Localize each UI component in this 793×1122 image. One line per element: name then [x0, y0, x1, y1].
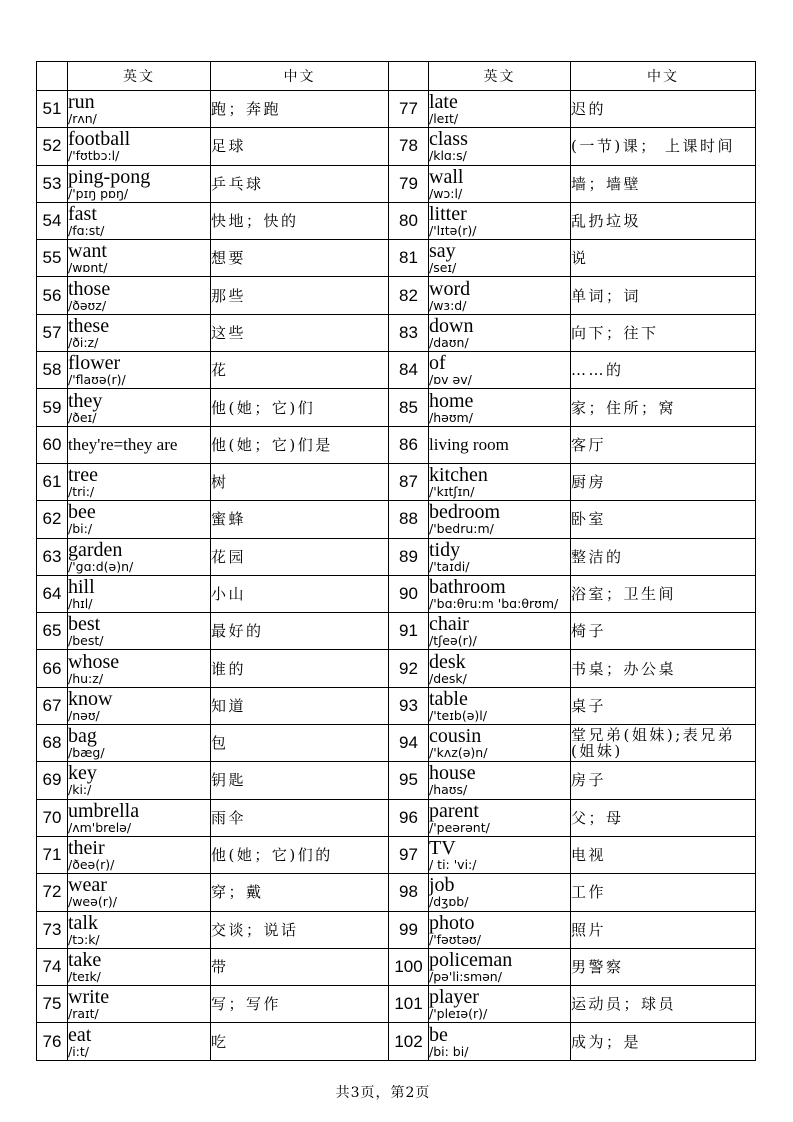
table-row — [37, 762, 756, 799]
english-word: bag — [68, 725, 97, 748]
chinese-cell: ……的 — [571, 352, 756, 389]
row-number: 72 — [37, 874, 68, 911]
phonetic: /dʒɒb/ — [429, 894, 469, 910]
chinese-cell: 父；母 — [571, 799, 756, 836]
phonetic: /ði:z/ — [68, 334, 99, 350]
phonetic: /hɪl/ — [68, 596, 93, 611]
chinese-cell: 写；写作 — [211, 986, 389, 1023]
english-word: run — [68, 91, 95, 114]
row-number: 69 — [37, 762, 68, 799]
phonetic: /ɒv əv/ — [429, 372, 472, 388]
english-word: cousin — [429, 725, 482, 748]
row-number: 78 — [389, 128, 429, 165]
english-word: wall — [429, 165, 464, 188]
phonetic: /ðeɪ/ — [68, 409, 97, 425]
row-number: 52 — [37, 128, 68, 165]
row-number: 64 — [37, 575, 68, 612]
english-word: hill — [68, 576, 95, 598]
header-chinese-right: 中文 — [571, 62, 756, 91]
english-cell — [68, 836, 211, 873]
english-word: photo — [429, 911, 475, 934]
chinese-cell: 乱扔垃圾 — [571, 202, 756, 239]
english-cell — [429, 501, 571, 538]
english-cell — [429, 613, 571, 650]
phonetic: /ðəʊz/ — [68, 297, 107, 313]
table-row — [37, 613, 756, 650]
english-word: bedroom — [429, 501, 501, 524]
english-word: whose — [68, 650, 120, 673]
row-number: 57 — [37, 314, 68, 351]
english-cell — [68, 650, 211, 687]
phonetic: /wɔ:l/ — [429, 185, 463, 201]
english-cell — [68, 389, 211, 426]
english-word: down — [429, 314, 474, 337]
english-word: tree — [68, 464, 98, 487]
english-cell — [429, 352, 571, 389]
chinese-cell: 包 — [211, 725, 389, 762]
row-number: 75 — [37, 986, 68, 1023]
english-cell — [68, 128, 211, 165]
english-word: word — [429, 277, 471, 300]
english-cell — [68, 762, 211, 799]
english-word: of — [429, 352, 446, 375]
english-cell — [429, 687, 571, 724]
english-word: ping-pong — [68, 165, 151, 188]
english-cell — [429, 762, 571, 799]
english-word: these — [68, 314, 110, 337]
table-row — [37, 650, 756, 687]
row-number: 67 — [37, 687, 68, 724]
row-number: 94 — [389, 725, 429, 762]
chinese-cell: 卧室 — [571, 501, 756, 538]
english-word: football — [68, 128, 131, 151]
english-word: those — [68, 277, 111, 300]
english-word: they — [68, 389, 103, 412]
phonetic: /həʊm/ — [429, 409, 473, 425]
row-number: 59 — [37, 389, 68, 426]
english-word: house — [429, 762, 476, 785]
table-row — [37, 687, 756, 724]
english-word: parent — [429, 799, 479, 822]
english-cell — [429, 725, 571, 762]
english-word: garden — [68, 538, 123, 561]
phonetic: /tɔ:k/ — [68, 931, 100, 947]
row-number: 91 — [389, 613, 429, 650]
phonetic: /'kɪtʃɪn/ — [429, 484, 475, 500]
chinese-cell: 钥匙 — [211, 762, 389, 799]
header-blank-left — [37, 62, 68, 91]
english-cell — [68, 799, 211, 836]
table-row — [37, 874, 756, 911]
phonetic: /rʌn/ — [68, 111, 97, 127]
english-cell — [68, 986, 211, 1023]
english-cell — [68, 352, 211, 389]
table-row — [37, 352, 756, 389]
row-number: 62 — [37, 501, 68, 538]
phonetic: /klɑ:s/ — [429, 148, 467, 164]
chinese-cell: 向下；往下 — [571, 314, 756, 351]
english-word: write — [68, 986, 110, 1009]
row-number: 80 — [389, 202, 429, 239]
chinese-cell: 说 — [571, 240, 756, 277]
english-word: tidy — [429, 538, 461, 561]
row-number: 55 — [37, 240, 68, 277]
row-number: 51 — [37, 91, 68, 128]
english-word: bee — [68, 501, 96, 524]
row-number: 77 — [389, 91, 429, 128]
row-number: 93 — [389, 687, 429, 724]
chinese-cell: 他(她；它)们是 — [211, 426, 389, 463]
english-cell — [429, 426, 571, 463]
english-cell — [429, 538, 571, 575]
row-number: 65 — [37, 613, 68, 650]
table-row — [37, 799, 756, 836]
english-cell — [68, 240, 211, 277]
english-word: eat — [68, 1023, 92, 1046]
row-number: 89 — [389, 538, 429, 575]
english-word: be — [429, 1023, 448, 1046]
english-word: talk — [68, 911, 98, 934]
row-number: 100 — [389, 948, 429, 985]
phonetic: /wɜ:d/ — [429, 297, 467, 313]
chinese-cell: 客厅 — [571, 426, 756, 463]
chinese-cell: 小山 — [211, 575, 389, 612]
row-number: 85 — [389, 389, 429, 426]
english-word: key — [68, 762, 97, 785]
chinese-cell: 花 — [211, 352, 389, 389]
english-cell — [68, 725, 211, 762]
chinese-cell: 吃 — [211, 1023, 389, 1060]
phonetic: / ti: 'vi:/ — [429, 857, 477, 873]
phonetic: /hu:z/ — [68, 670, 104, 686]
english-word: take — [68, 948, 102, 971]
chinese-cell: (一节)课； 上课时间 — [571, 128, 756, 165]
chinese-cell: 墙；墙壁 — [571, 165, 756, 202]
english-cell — [68, 911, 211, 948]
english-cell — [429, 165, 571, 202]
chinese-cell: 最好的 — [211, 613, 389, 650]
page-footer: 共3页，第2页 — [335, 1085, 431, 1101]
english-word: job — [429, 874, 455, 897]
header-blank-right — [389, 62, 429, 91]
chinese-cell: 运动员；球员 — [571, 986, 756, 1023]
phonetic: /bi: bi/ — [429, 1043, 469, 1059]
english-cell — [68, 91, 211, 128]
phonetic: /'bedru:m/ — [429, 521, 494, 537]
chinese-cell: 知道 — [211, 687, 389, 724]
english-cell — [429, 874, 571, 911]
english-cell — [68, 1023, 211, 1060]
phonetic: /teɪk/ — [68, 968, 101, 984]
phonetic: /bæg/ — [68, 745, 105, 761]
chinese-cell: 照片 — [571, 911, 756, 948]
header-chinese-left: 中文 — [211, 62, 389, 91]
english-cell — [68, 575, 211, 612]
english-cell — [429, 1023, 571, 1060]
chinese-cell: 快地；快的 — [211, 202, 389, 239]
english-cell — [429, 240, 571, 277]
chinese-cell: 他(她；它)们的 — [211, 836, 389, 873]
english-cell — [68, 426, 211, 463]
row-number: 95 — [389, 762, 429, 799]
table-row — [37, 240, 756, 277]
english-word: chair — [429, 613, 469, 636]
phonetic: /raɪt/ — [68, 1006, 99, 1022]
phonetic: /haʊs/ — [429, 782, 468, 798]
english-word: desk — [429, 650, 466, 673]
english-word: know — [68, 687, 113, 710]
english-word: litter — [429, 203, 467, 226]
phonetic: /leɪt/ — [429, 111, 459, 127]
chinese-cell: 交谈；说话 — [211, 911, 389, 948]
table-row — [37, 91, 756, 128]
english-word: bathroom — [429, 576, 506, 598]
table-row — [37, 575, 756, 612]
chinese-cell: 乒乓球 — [211, 165, 389, 202]
phonetic: /seɪ/ — [429, 260, 457, 276]
row-number: 76 — [37, 1023, 68, 1060]
chinese-cell: 谁的 — [211, 650, 389, 687]
vocab-table-body — [37, 91, 756, 1061]
english-cell — [68, 202, 211, 239]
row-number: 90 — [389, 575, 429, 612]
english-cell — [68, 613, 211, 650]
table-row — [37, 277, 756, 314]
phonetic: /'peərənt/ — [429, 819, 490, 835]
english-word: home — [429, 389, 474, 412]
row-number: 61 — [37, 463, 68, 500]
phonetic: /i:t/ — [68, 1043, 90, 1059]
english-word: wear — [68, 874, 107, 897]
phonetic: /'gɑ:d(ə)n/ — [68, 558, 134, 574]
english-word: policeman — [429, 948, 513, 971]
vocab-table — [36, 61, 756, 1061]
table-row — [37, 389, 756, 426]
row-number: 98 — [389, 874, 429, 911]
row-number: 79 — [389, 165, 429, 202]
table-row — [37, 128, 756, 165]
english-word: living room — [429, 434, 509, 454]
row-number: 68 — [37, 725, 68, 762]
row-number: 81 — [389, 240, 429, 277]
phonetic: /'lɪtə(r)/ — [429, 223, 477, 239]
row-number: 74 — [37, 948, 68, 985]
table-row — [37, 725, 756, 762]
phonetic: /nəʊ/ — [68, 707, 100, 723]
chinese-cell: 男警察 — [571, 948, 756, 985]
english-cell — [429, 911, 571, 948]
english-cell — [68, 874, 211, 911]
english-cell — [429, 463, 571, 500]
table-row — [37, 165, 756, 202]
phonetic: /'teɪb(ə)l/ — [429, 707, 487, 723]
english-cell — [68, 501, 211, 538]
phonetic: /pə'li:smən/ — [429, 968, 502, 984]
english-cell — [429, 128, 571, 165]
chinese-cell: 他(她；它)们 — [211, 389, 389, 426]
phonetic: /bi:/ — [68, 521, 93, 537]
chinese-cell: 厨房 — [571, 463, 756, 500]
chinese-cell: 椅子 — [571, 613, 756, 650]
table-row — [37, 538, 756, 575]
chinese-cell: 成为；是 — [571, 1023, 756, 1060]
row-number: 58 — [37, 352, 68, 389]
phonetic: /'bɑ:θru:m 'bɑ:θrʊm/ — [429, 596, 559, 611]
row-number: 66 — [37, 650, 68, 687]
english-cell — [429, 389, 571, 426]
english-cell — [68, 165, 211, 202]
phonetic: /'pɪŋ pɒŋ/ — [68, 185, 129, 201]
english-cell — [429, 202, 571, 239]
phonetic: /weə(r)/ — [68, 894, 117, 910]
chinese-cell: 单词；词 — [571, 277, 756, 314]
row-number: 102 — [389, 1023, 429, 1060]
phonetic: /ðeə(r)/ — [68, 857, 115, 873]
english-word: table — [429, 687, 468, 710]
chinese-cell: 那些 — [211, 277, 389, 314]
table-row — [37, 948, 756, 985]
english-cell — [429, 986, 571, 1023]
phonetic: /ʌm'brelə/ — [68, 819, 132, 835]
english-cell — [68, 538, 211, 575]
row-number: 53 — [37, 165, 68, 202]
english-cell — [429, 575, 571, 612]
chinese-cell: 穿；戴 — [211, 874, 389, 911]
english-word: they're=they are — [68, 434, 178, 454]
chinese-cell: 想要 — [211, 240, 389, 277]
chinese-cell: 足球 — [211, 128, 389, 165]
row-number: 56 — [37, 277, 68, 314]
table-row — [37, 202, 756, 239]
english-cell — [429, 650, 571, 687]
row-number: 97 — [389, 836, 429, 873]
row-number: 101 — [389, 986, 429, 1023]
chinese-cell: 跑；奔跑 — [211, 91, 389, 128]
chinese-cell: 家；住所；窝 — [571, 389, 756, 426]
row-number: 73 — [37, 911, 68, 948]
phonetic: /tri:/ — [68, 484, 95, 500]
english-cell — [429, 314, 571, 351]
phonetic: /fɑ:st/ — [68, 223, 105, 239]
table-row — [37, 836, 756, 873]
english-word: want — [68, 240, 107, 263]
english-word: kitchen — [429, 464, 488, 487]
english-cell — [68, 314, 211, 351]
english-cell — [429, 836, 571, 873]
chinese-cell: 桌子 — [571, 687, 756, 724]
row-number: 54 — [37, 202, 68, 239]
row-number: 96 — [389, 799, 429, 836]
phonetic: /desk/ — [429, 670, 467, 686]
row-number: 99 — [389, 911, 429, 948]
table-row — [37, 463, 756, 500]
phonetic: /'fʊtbɔ:l/ — [68, 148, 120, 164]
row-number: 82 — [389, 277, 429, 314]
row-number: 87 — [389, 463, 429, 500]
phonetic: /'taɪdi/ — [429, 558, 470, 574]
phonetic: /ki:/ — [68, 782, 92, 798]
table-row — [37, 501, 756, 538]
english-word: TV — [429, 837, 456, 860]
english-cell — [68, 277, 211, 314]
phonetic: /'kʌz(ə)n/ — [429, 745, 488, 761]
chinese-cell: 雨伞 — [211, 799, 389, 836]
english-cell — [429, 277, 571, 314]
english-word: player — [429, 986, 479, 1009]
chinese-cell: 书桌；办公桌 — [571, 650, 756, 687]
english-cell — [429, 91, 571, 128]
chinese-cell: 堂兄弟(姐妹);表兄弟(姐妹) — [571, 725, 756, 762]
english-word: say — [429, 240, 456, 263]
chinese-cell: 浴室；卫生间 — [571, 575, 756, 612]
row-number: 88 — [389, 501, 429, 538]
row-number: 60 — [37, 426, 68, 463]
chinese-cell: 树 — [211, 463, 389, 500]
table-row — [37, 911, 756, 948]
phonetic: /'pleɪə(r)/ — [429, 1006, 488, 1022]
phonetic: /'flaʊə(r)/ — [68, 372, 126, 388]
table-row — [37, 1023, 756, 1060]
english-word: best — [68, 613, 101, 636]
table-row — [37, 314, 756, 351]
header-english-right: 英文 — [429, 62, 571, 91]
chinese-cell: 整洁的 — [571, 538, 756, 575]
phonetic: /daʊn/ — [429, 334, 469, 350]
english-word: late — [429, 91, 458, 114]
phonetic: /'fəʊtəʊ/ — [429, 931, 481, 947]
chinese-cell: 这些 — [211, 314, 389, 351]
row-number: 63 — [37, 538, 68, 575]
english-word: class — [429, 128, 468, 151]
english-word: their — [68, 837, 105, 860]
table-row — [37, 426, 756, 463]
chinese-cell: 带 — [211, 948, 389, 985]
english-word: fast — [68, 203, 97, 226]
english-cell — [68, 463, 211, 500]
english-cell — [68, 687, 211, 724]
row-number: 92 — [389, 650, 429, 687]
chinese-cell: 花园 — [211, 538, 389, 575]
row-number: 70 — [37, 799, 68, 836]
phonetic: /tʃeə(r)/ — [429, 633, 477, 649]
english-cell — [68, 948, 211, 985]
table-row — [37, 986, 756, 1023]
english-word: flower — [68, 352, 121, 375]
chinese-cell: 房子 — [571, 762, 756, 799]
english-cell — [429, 948, 571, 985]
row-number: 71 — [37, 836, 68, 873]
english-cell — [429, 799, 571, 836]
chinese-cell: 迟的 — [571, 91, 756, 128]
chinese-cell: 电视 — [571, 836, 756, 873]
row-number: 84 — [389, 352, 429, 389]
chinese-cell: 蜜蜂 — [211, 501, 389, 538]
row-number: 83 — [389, 314, 429, 351]
english-word: umbrella — [68, 799, 140, 822]
header-english-left: 英文 — [68, 62, 211, 91]
phonetic: /best/ — [68, 633, 104, 649]
chinese-cell: 工作 — [571, 874, 756, 911]
phonetic: /wɒnt/ — [68, 260, 108, 276]
row-number: 86 — [389, 426, 429, 463]
header-row — [37, 62, 756, 91]
